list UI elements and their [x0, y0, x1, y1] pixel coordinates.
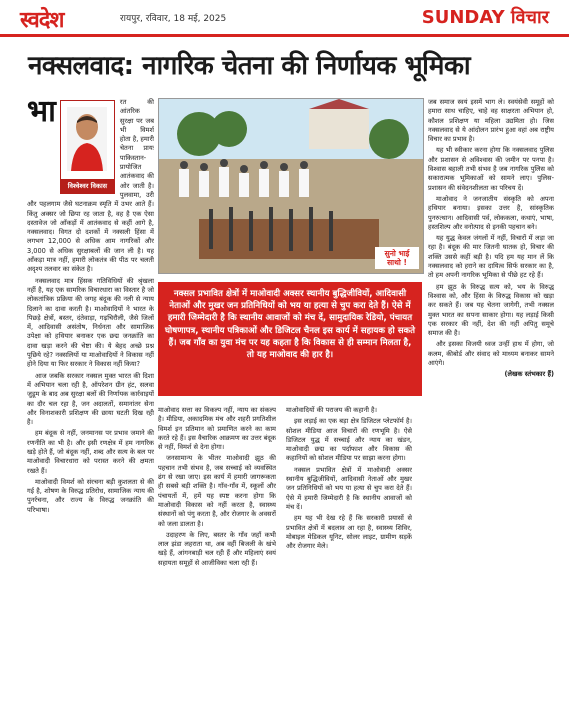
author-box: [60, 100, 115, 194]
paragraph: माओवादी विमर्श को संरचना बड़ी कुशलता से की गई है, शोषण के विरुद्ध प्रतिरोध, सामाजिक न्याय की पुनर्रचना, और राज्य के विरुद्ध जनक्रांति की परिभाषा।: [27, 477, 154, 514]
pull-quote: नक्सल प्रभावित क्षेत्रों में माओवादी अक्सर स्थानीय बुद्धिजीवियों, आदिवासी नेताओं और मुखर जन प्रतिनिधियों को भय या हत्या से चुप करा देते हैं। ऐसे में हमारी जिम्मेदारी है कि स्थानीय आवाजों को मंच दें, सामुदायिक रेडियो, पंचायत घोषणापत्र, स्थानीय पत्रिकाओं और डिजिटल चैनल इस कार्य में सहायक हो सकते हैं। जब गाँव का युवा मंच पर यह कहता है कि विकास से ही सम्मान मिलता है, तो यह माओवाद की हार है।: [158, 282, 422, 396]
paragraph: आज जबकि सरकार नक्सल मुक्त भारत की दिशा में अभियान चला रही है, ऑपरेशन ग्रीन हंट, सलवा जुडूम के बाद अब सुरक्षा बलों की निर्णायक कार्रवाइयों का दौर चल रहा है, जन अदालतों, समानांतर सेना और विनाशकारी प्रशिक्षण की छाया घटती दिख रही है।: [27, 371, 154, 427]
paragraph: जनसामान्य के भीतर माओवादी झूठ की पहचान तभी संभव है, जब सच्चाई को व्यवस्थित ढंग से रखा जाए। इस कार्य में हमारी जागरूकता ही सबसे बड़ी शक्ति है। गाँव-गाँव में, स्कूलों और पंचायतों में, हमें यह स्पष्ट करना होगा कि माओवादी विकास को नहीं करता है, स्वास्थ्य संस्थानों को पंगु करता है, और रोजगार के अवसरों को जला डालता है।: [158, 454, 276, 528]
article-column-2: [158, 406, 276, 710]
paragraph: इस लड़ाई का एक बड़ा क्षेत्र डिजिटल प्लेटफॉर्म है। सोशल मीडिया आज विचारों की रणभूमि है। ऐसे डिजिटल युद्ध में सच्चाई और न्याय का खंडन, माओवादी छद्म का पर्दाफाश और विकास की कहानियों को सोशल मीडिया पर साझा करना होगा।: [286, 417, 412, 463]
newspaper-logo: स्वदेश: [20, 7, 64, 33]
paragraph: जब समाज स्वयं इसमें भाग ले। स्वयंसेवी समूहों को हमारा साथ चाहिए, चाहे वह साक्षरता अभियान हो, कौशल प्रशिक्षण या महिला उद्यमिता हो। जिस नक्सलवाद से ये आंदोलन प्रारंभ हुआ वहां अब राष्ट्रीय विचार का प्रभाव है।: [428, 98, 554, 144]
masthead: [0, 0, 569, 37]
paragraph: नक्सल प्रभावित क्षेत्रों में माओवादी अक्सर स्थानीय बुद्धिजीवियों, आदिवासी नेताओं और मुखर जन प्रतिनिधियों को भय या हत्या से चुप करा देते हैं। ऐसे में हमारी जिम्मेदारी है कि स्थानीय आवाजों को मंच दें।: [286, 465, 412, 511]
article-photo: [158, 98, 424, 274]
author-name: विश्वेश्वर विकास: [61, 179, 114, 193]
section-title: SUNDAY विचार: [421, 7, 549, 28]
paragraph: रत की आंतरिक सुरक्षा पर जब भी विमर्श होता है, हमारी चेतना प्रायः पाकिस्तान-प्रायोजित आतंकवाद की ओर जाती है। पुलवामा, उरी और पहलगाम जैसे घटनाक्रम स्मृति में उभर आते हैं। किंतु अक्सर जो छिपा रह जाता है, वह है एक ऐसा दस्तावेज जो आँकड़ों में आतंकवाद से कहीं आगे है, नक्सलवाद। विगत दो दशकों में नक्सली हिंसा में लगभग 12,000 से अधिक आम नागरिकों और 3,000 से अधिक सुरक्षाबलों की जान ली है। यह आँकड़ा मात्र नहीं, हमारी लोकतंत्र की पीठ पर चलती अदृश्य तलवार का संकेत है।: [27, 98, 154, 274]
paragraph: हम झूठ के विरुद्ध सत्य को, भय के विरुद्ध विश्वास को, और हिंसा के विरुद्ध विकास को खड़ा कर सकते हैं। जब यह चेतना जागेगी, तभी नक्सल मुक्त भारत का सपना साकार होगा। यह लड़ाई किसी एक सरकार की नहीं, देश की नहीं अपितु समूचे समाज की है।: [428, 282, 554, 338]
article-column-1: [27, 98, 154, 710]
paragraph: माओवादियों की पराजय की कहानी है।: [286, 406, 378, 414]
paragraph: नक्सलवाद मात्र हिंसक गतिविधियों की श्रृंखला नहीं है, यह एक सामरिक विचारधारा का विस्तार है जो लोकतांत्रिक प्रक्रिया की जगह बंदूक की नली से न्याय दिलाने का दावा करती है। माओवादियों ने भारत के पिछड़े क्षेत्रों, बस्तर, दंतेवाड़ा, गढ़चिरौली, जैसे जिलों में, आदिवासी असंतोष, निर्धनता और सामाजिक उपेक्षा को हथियार बनाकर एक छद्म जनक्रांति का दावा खड़ा करने की चेष्टा की। ये बेहद अच्छे प्रश्न पूछिये रहे? नक्सलियों या माओवादियों ने विकास नहीं होने दिया या फिर सरकार ने विकास नहीं किया?: [27, 276, 154, 369]
article-column-3: [286, 406, 412, 710]
author-note: (लेखक स्तंभकार हैं): [504, 370, 554, 379]
paragraph: यह भी स्वीकार करना होगा कि नक्सलवाद पुलिस और प्रशासन से अविश्वास की जमीन पर पनपा है। विश्वास बहाली तभी संभव है जब नागरिक पुलिस को सकारात्मक भूमिकाओं को सामने लाए। पुलिस-प्रशासन की संवेदनशीलता का परिचय दें।: [428, 146, 554, 192]
paragraph: माओवाद सत्ता का विकल्प नहीं, न्याय का संकल्प है। मीडिया, अकादमिक मंच और शहरी प्रगतिशील विमर्श इन प्रतिमान को प्रमाणित करने का काम करते रहे हैं। इस वैचारिक आक्रमण का उत्तर बंदूक से नहीं, विमर्श से देना होगा।: [158, 406, 276, 452]
paragraph: हम यह भी देख रहे हैं कि सरकारी प्रयासों से प्रभावित क्षेत्रों में बदलाव आ रहा है, स्वास्थ्य शिविर, मोबाइल मेडिकल यूनिट, सोलर लाइट, ग्रामीण सड़कें और रोजगार मेले।: [286, 514, 412, 551]
photo-caption: सुनो भाई साथो !: [375, 247, 419, 269]
issue-info: रायपुर, रविवार, 18 मई, 2025: [120, 14, 227, 24]
paragraph: यह युद्ध केवल जंगलों में नहीं, विचारों में लड़ा जा रहा है। बंदूक की मार जितनी घातक हो, विचार की शक्ति उससे कहीं बड़ी है। यदि हम यह मान लें कि नक्सलवाद को हराने का दायित्व सिर्फ सरकार का है, तो हम अपनी नागरिक भूमिका से पीछे हट रहे हैं।: [428, 234, 554, 280]
paragraph: उदाहरण के लिए, बस्तर के गाँव जहाँ कभी लाल झंडा लहराता था, अब वहीं बिजली के खंभे खड़े हैं, आंगनबाड़ी चल रही हैं और महिलाएं स्वयं सहायता समूहों से आजीविका चला रही हैं।: [158, 530, 276, 567]
paragraph: माओवाद ने जनजातीय संस्कृति को अपना हथियार बनाया। इसका उत्तर है, सांस्कृतिक पुनरुत्थान। आदिवासी पर्व, लोककला, कथाएं, भाषा, हस्तशिल्प और वनोत्पाद से इनकी पहचान बने।: [428, 194, 554, 231]
dropcap: भा: [27, 98, 56, 129]
paragraph: हम बंदूक से नहीं, जनमानस पर प्रभाव जमाने की रणनीति का भी है। और इसी रणक्षेत्र में हम नागरिक खड़े होते हैं, जो बंदूक नहीं, शब्द और सत्य के बल पर माओवादी विचारधारा को परास्त करने की क्षमता रखते हैं।: [27, 429, 154, 475]
paragraph: और इसका विजयी ध्वज उन्हीं हाथ में होगा, जो कलम, कीबोर्ड और संवाद को माध्यम बनाकर सामने आएंगे।: [428, 340, 554, 368]
article-column-4: [428, 98, 554, 710]
article-headline: नक्सलवाद: नागरिक चेतना की निर्णायक भूमिका: [28, 51, 471, 81]
author-photo: [67, 107, 107, 171]
